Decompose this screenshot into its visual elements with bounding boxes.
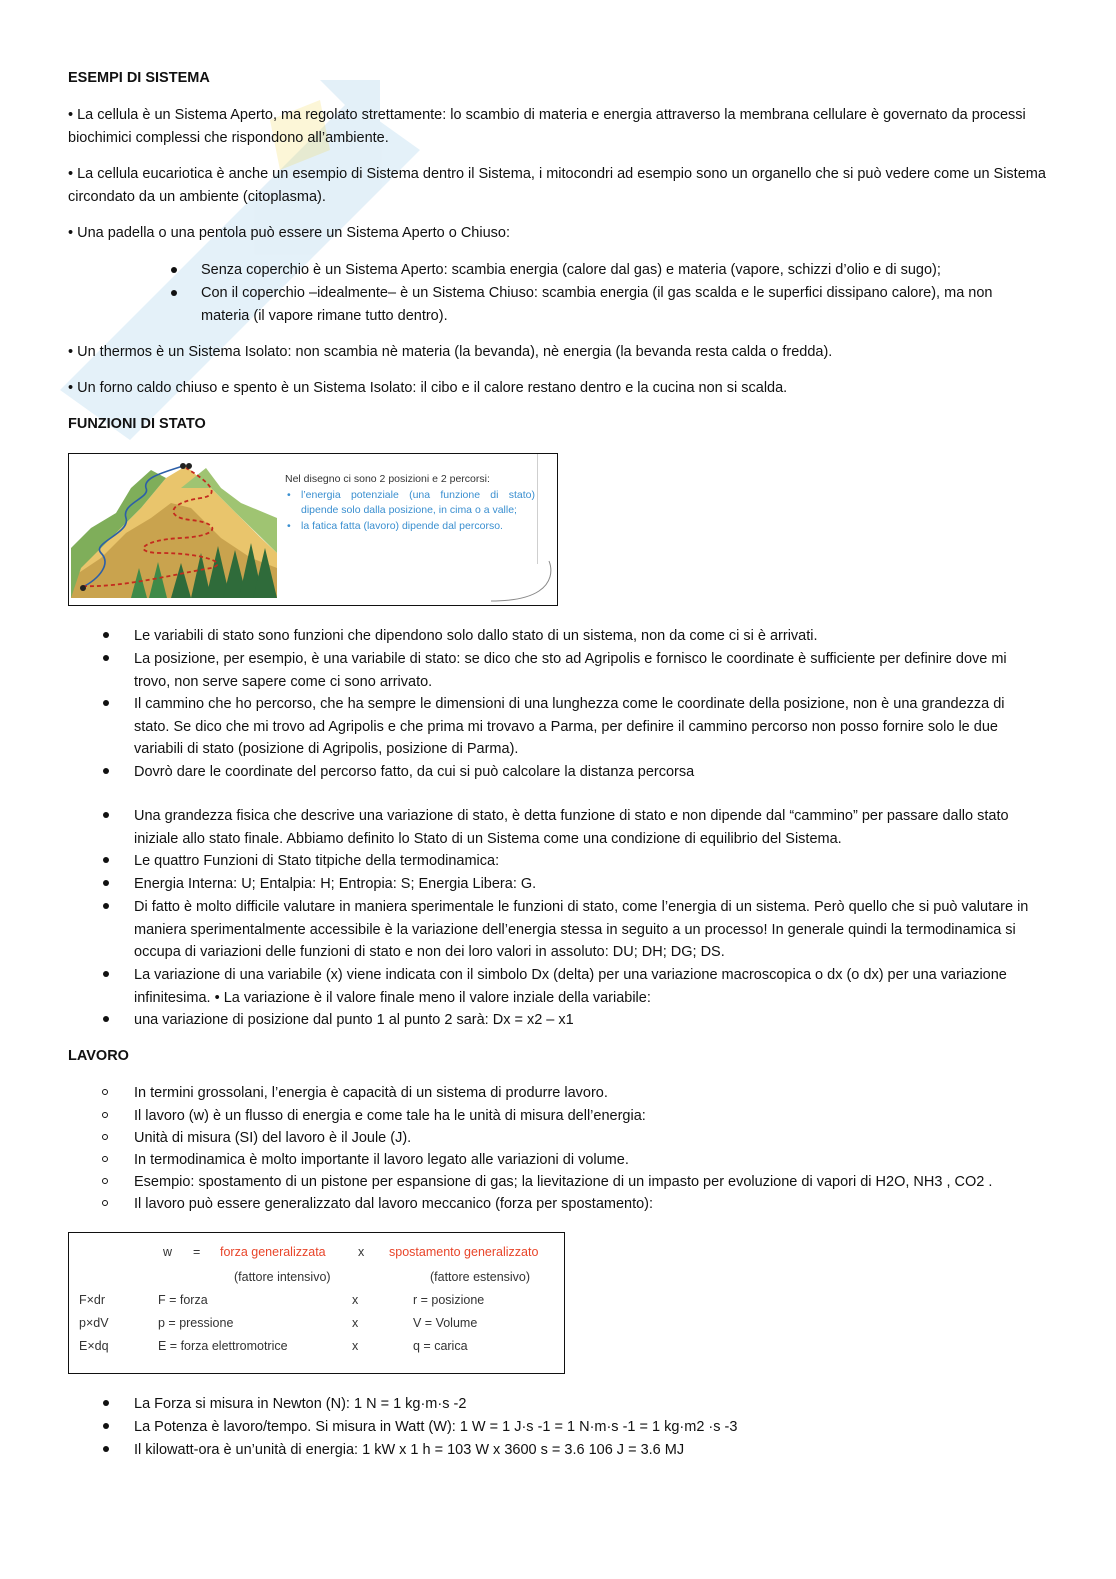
bullet-dot: • bbox=[287, 488, 291, 501]
bullet-dot bbox=[103, 880, 109, 886]
table-fattore-estensivo: (fattore estensivo) bbox=[430, 1270, 531, 1284]
list-item-coordinate-percorso: Dovrò dare le coordinate del percorso fatto, da cui si può calcolare la distanza percorsa bbox=[134, 764, 695, 780]
paragraph-cellula: • La cellula è un Sistema Aperto, ma regolato strettamente: lo scambio di materia e energia attraverso la membrana cellulare è governato da processi biochimici complessi che rispondono all’ambiente. bbox=[68, 107, 1026, 146]
paragraph-padella: • Una padella o una pentola può essere un Sistema Aperto o Chiuso: bbox=[68, 225, 510, 241]
section-title-funzioni-di-stato: FUNZIONI DI STATO bbox=[68, 416, 206, 432]
table-fattore-intensivo: (fattore intensivo) bbox=[234, 1270, 331, 1284]
table-row-2-d: V = Volume bbox=[413, 1316, 478, 1330]
bullet-dot bbox=[171, 267, 177, 273]
bullet-circle bbox=[102, 1134, 108, 1140]
bullet-dot bbox=[103, 1446, 109, 1452]
list-item-energia-interna: Energia Interna: U; Entalpia: H; Entropia: S; Energia Libera: G. bbox=[134, 876, 537, 892]
table-row-1-a: F×dr bbox=[79, 1293, 106, 1307]
table-row-1-c: x bbox=[352, 1293, 359, 1307]
table-equals: = bbox=[193, 1245, 201, 1259]
list-item-watt: La Potenza è lavoro/tempo. Si misura in Watt (W): 1 W = 1 J·s -1 = 1 N·m·s -1 = 1 kg·m2 ·s -3 bbox=[134, 1419, 738, 1435]
section-title-esempi: ESEMPI DI SISTEMA bbox=[68, 70, 210, 86]
table-row-3-b: E = forza elettromotrice bbox=[158, 1339, 288, 1353]
figure-divider bbox=[537, 454, 538, 564]
paragraph-thermos: • Un thermos è un Sistema Isolato: non scambia nè materia (la bevanda), nè energia (la bevanda resta calda o fredda). bbox=[68, 344, 833, 360]
list-item-cammino: Il cammino che ho percorso, che ha sempre le dimensioni di una lunghezza come le coordinate della posizione, non è una grandezza di stato. Se dico che mi trovo ad Agripolis e che prima mi trovavo a Parma, per definire il cammino percorso non posso fornire solo le due variabili di stato (posizione di Agripolis, posizione di Parma). bbox=[134, 696, 1005, 757]
bullet-dot bbox=[171, 290, 177, 296]
list-item-variazioni-volume: In termodinamica è molto importante il lavoro legato alle variazioni di volume. bbox=[134, 1152, 629, 1168]
table-times: x bbox=[358, 1245, 365, 1259]
bullet-dot: • bbox=[287, 519, 291, 532]
list-item-flusso-energia: Il lavoro (w) è un flusso di energia e come tale ha le unità di misura dell’energia: bbox=[134, 1108, 646, 1124]
bullet-dot bbox=[103, 700, 109, 706]
paragraph-eucariotica: • La cellula eucariotica è anche un esempio di Sistema dentro il Sistema, i mitocondri ad esempio sono un organello che si può vedere come un Sistema circondato da un ambiente (citoplasma). bbox=[68, 166, 1046, 205]
table-w: w bbox=[163, 1245, 173, 1259]
paragraph-forno: • Un forno caldo chiuso e spento è un Sistema Isolato: il cibo e il calore restano dentro e la cucina non si scalda. bbox=[68, 380, 788, 396]
list-item-variazione-posizione: una variazione di posizione dal punto 1 al punto 2 sarà: Dx = x2 – x1 bbox=[134, 1012, 574, 1028]
figure-caption-bullet-1: • l’energia potenziale (una funzione di stato) dipende solo dalla posizione, in cima o a valle; bbox=[287, 488, 535, 516]
list-item-generalizzato: Il lavoro può essere generalizzato dal lavoro meccanico (forza per spostamento): bbox=[134, 1196, 654, 1212]
table-row-3-c: x bbox=[352, 1339, 359, 1353]
bullet-dot bbox=[103, 655, 109, 661]
bullet-dot bbox=[103, 971, 109, 977]
page-curl-icon bbox=[489, 559, 557, 604]
table-row-3-a: E×dq bbox=[79, 1339, 109, 1353]
table-row-3-d: q = carica bbox=[413, 1339, 468, 1353]
list-item-variazione: La variazione di una variabile (x) viene indicata con il simbolo Dx (delta) per una variazione macroscopica o dx (o dx) per una variazione infinitesima. • La variazione è il valore finale meno il valore inziale della variabile: bbox=[134, 967, 1007, 1006]
list-item-joule: Unità di misura (SI) del lavoro è il Joule (J). bbox=[134, 1130, 412, 1146]
table-row-2-a: p×dV bbox=[79, 1316, 109, 1330]
list-item-quattro-funzioni: Le quattro Funzioni di Stato titpiche della termodinamica: bbox=[134, 853, 500, 869]
table-row-2-c: x bbox=[352, 1316, 359, 1330]
list-item-energia-capacita: In termini grossolani, l’energia è capacità di un sistema di produrre lavoro. bbox=[134, 1085, 608, 1101]
table-spostamento-generalizzato: spostamento generalizzato bbox=[389, 1245, 539, 1259]
figure-caption-bullet-2: • la fatica fatta (lavoro) dipende dal percorso. bbox=[285, 519, 535, 535]
bullet-dot bbox=[103, 903, 109, 909]
list-item-kilowatt-ora: Il kilowatt-ora è un’unità di energia: 1 kW x 1 h = 103 W x 3600 s = 3.6 106 J = 3.6 MJ bbox=[134, 1442, 685, 1458]
list-item-esempio-pistone: Esempio: spostamento di un pistone per espansione di gas; la lievitazione di un impasto per evoluzione di vapori di H2O, NH3 , CO2 . bbox=[134, 1174, 993, 1190]
bullet-dot bbox=[103, 632, 109, 638]
bullet-circle bbox=[102, 1178, 108, 1184]
bullet-dot bbox=[103, 1423, 109, 1429]
bullet-dot bbox=[103, 1016, 109, 1022]
table-row-1-d: r = posizione bbox=[413, 1293, 485, 1307]
list-item-con-coperchio: Con il coperchio –idealmente– è un Sistema Chiuso: scambia energia (il gas scalda e le superfici dissipano calore), ma non materia (il vapore rimane tutto dentro). bbox=[201, 285, 993, 324]
bullet-dot bbox=[103, 857, 109, 863]
figure-caption-intro: Nel disegno ci sono 2 posizioni e 2 percorsi: bbox=[285, 473, 490, 485]
bullet-dot bbox=[103, 812, 109, 818]
figure-caption bbox=[285, 472, 535, 534]
list-item-senza-coperchio: Senza coperchio è un Sistema Aperto: scambia energia (calore dal gas) e materia (vapore, schizzi d’olio e di sugo); bbox=[201, 262, 941, 278]
bullet-circle bbox=[102, 1089, 108, 1095]
mountain-figure bbox=[68, 453, 558, 606]
bullet-circle bbox=[102, 1156, 108, 1162]
bullet-circle bbox=[102, 1200, 108, 1206]
list-item-grandezza-fisica: Una grandezza fisica che descrive una variazione di stato, è detta funzione di stato e non dipende dal “cammino” per passare dallo stato iniziale allo stato finale. Abbiamo definito lo Stato di un Sistema come una condizione di equilibrio del Sistema. bbox=[134, 808, 1009, 847]
list-item-posizione: La posizione, per esempio, è una variabile di stato: se dico che sto ad Agripolis e fornisco le coordinate è sufficiente per definire dove mi trovo, non serve sapere come ci sono arrivato. bbox=[134, 651, 1007, 690]
table-row-1-b: F = forza bbox=[158, 1293, 208, 1307]
bullet-dot bbox=[103, 768, 109, 774]
list-item-newton: La Forza si misura in Newton (N): 1 N = 1 kg·m·s -2 bbox=[134, 1396, 467, 1412]
work-table bbox=[68, 1232, 565, 1374]
table-forza-generalizzata: forza generalizzata bbox=[220, 1245, 326, 1259]
mountain-illustration bbox=[71, 458, 277, 598]
section-title-lavoro: LAVORO bbox=[68, 1048, 129, 1064]
bullet-circle bbox=[102, 1112, 108, 1118]
list-item-variabili-di-stato: Le variabili di stato sono funzioni che dipendono solo dallo stato di un sistema, non da come ci si è arrivati. bbox=[134, 628, 818, 644]
bullet-dot bbox=[103, 1400, 109, 1406]
table-row-2-b: p = pressione bbox=[158, 1316, 234, 1330]
list-item-di-fatto: Di fatto è molto difficile valutare in maniera sperimentale le funzioni di stato, come l’energia di un sistema. Però quello che si può valutare in maniera sperimentalmente accessibile è la variazione dell’energia stessa in seguito a un processo! In generale quindi la termodinamica si occupa di variazioni delle funzioni di stato e non dei loro valori in assoluto: DU; DH; DG; DS. bbox=[134, 899, 1029, 960]
